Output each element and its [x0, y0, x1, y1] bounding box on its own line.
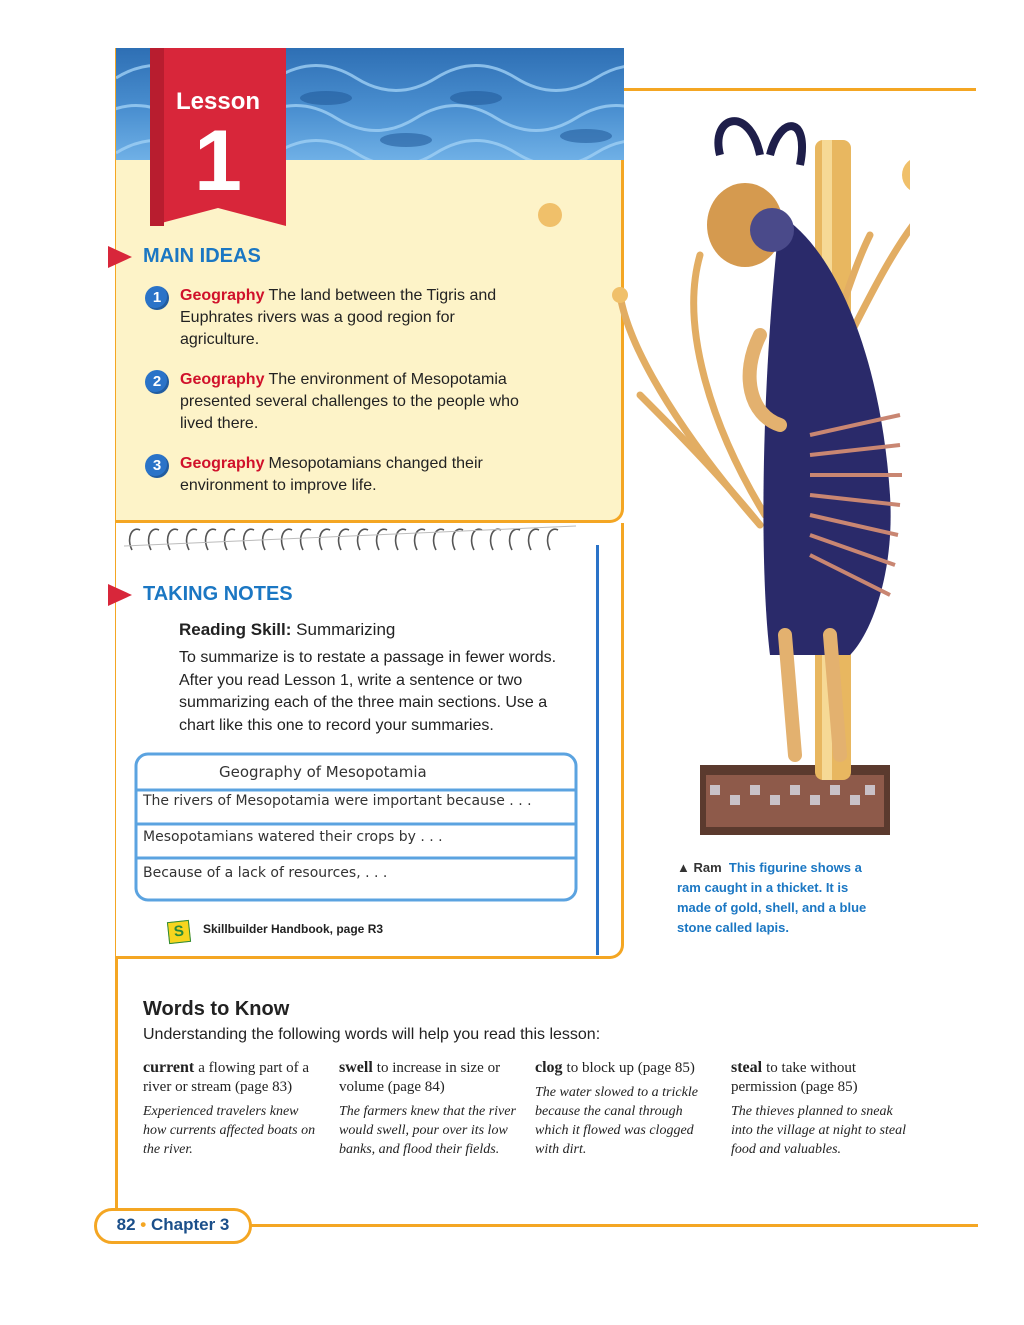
- ram-figurine-image: [510, 95, 910, 845]
- idea-number-2: 2: [145, 370, 169, 394]
- section-arrow-icon: [108, 584, 132, 606]
- word-entry-current: [143, 1058, 323, 1159]
- word-term: steal: [731, 1059, 763, 1076]
- word-entry-steal: [731, 1058, 911, 1159]
- idea-category: Geography: [180, 455, 265, 472]
- main-idea-1: [180, 285, 535, 351]
- idea-category: Geography: [180, 287, 265, 304]
- word-definition: a flowing part of a river or stream (page 83): [143, 1060, 310, 1095]
- lesson-title: Lesson: [175, 88, 261, 115]
- word-term: current: [143, 1059, 195, 1076]
- section-arrow-icon: [108, 246, 132, 268]
- idea-text: Mesopotamians changed their environment to improve life.: [180, 455, 483, 494]
- word-term: clog: [535, 1059, 563, 1076]
- footer-separator: •: [140, 1215, 147, 1234]
- chart-row-2: Mesopotamians watered their crops by . . .: [143, 829, 443, 845]
- words-to-know-intro: Understanding the following words will help you read this lesson:: [143, 1026, 601, 1043]
- skillbuilder-reference[interactable]: Skillbuilder Handbook, page R3: [203, 922, 384, 936]
- word-example: The water slowed to a trickle because the canal through which it flowed was clogged with dirt.: [535, 1085, 698, 1157]
- word-definition: to block up (page 85): [566, 1060, 695, 1076]
- caption-text: This figurine shows a ram caught in a thicket. It is made of gold, shell, and a blue stone called lapis.: [677, 860, 867, 935]
- figurine-caption: [677, 858, 877, 938]
- caption-marker-icon: ▲: [677, 860, 690, 875]
- idea-number-1: 1: [145, 286, 169, 310]
- chapter-label: Chapter 3: [150, 1215, 230, 1234]
- caption-label: Ram: [693, 860, 722, 875]
- chart-title: Geography of Mesopotamia: [219, 763, 427, 781]
- word-example: The thieves planned to sneak into the village at night to steal food and valuables.: [731, 1104, 906, 1157]
- reading-skill-name: Summarizing: [296, 620, 396, 639]
- reading-skill-label: Reading Skill:: [179, 620, 292, 639]
- word-definition: to increase in size or volume (page 84): [339, 1060, 501, 1095]
- words-to-know-title: Words to Know: [143, 998, 290, 1020]
- taking-notes-heading: TAKING NOTES: [143, 583, 293, 605]
- word-entry-swell: [339, 1058, 519, 1159]
- chart-row-3: Because of a lack of resources, . . .: [143, 865, 388, 881]
- word-term: swell: [339, 1059, 373, 1076]
- footer-rule: [250, 1224, 978, 1227]
- main-idea-3: [180, 453, 535, 497]
- idea-text: The land between the Tigris and Euphrates rivers was a good region for agriculture.: [180, 287, 497, 348]
- page-footer: [94, 1215, 252, 1235]
- word-example: Experienced travelers knew how currents affected boats on the river.: [143, 1104, 316, 1157]
- chart-row-1: The rivers of Mesopotamia were important because . . .: [143, 793, 532, 809]
- idea-category: Geography: [180, 371, 265, 388]
- word-definition: to take without permission (page 85): [731, 1060, 858, 1095]
- reading-skill: [179, 620, 395, 640]
- skill-instructions: To summarize is to restate a passage in fewer words. After you read Lesson 1, write a sentence or two summarizing each of the three main sections. Use a chart like this one to record your summaries.: [179, 649, 557, 734]
- top-right-rule: [624, 88, 976, 91]
- idea-text: The environment of Mesopotamia presented several challenges to the people who lived there.: [180, 371, 519, 432]
- lesson-number: 1: [194, 113, 242, 209]
- idea-number-3: 3: [145, 454, 169, 478]
- main-idea-2: [180, 369, 535, 435]
- word-example: The farmers knew that the river would swell, pour over its low banks, and flood their fields.: [339, 1104, 516, 1157]
- page-number: 82: [116, 1215, 136, 1234]
- word-entry-clog: [535, 1058, 715, 1159]
- main-ideas-heading: MAIN IDEAS: [143, 245, 261, 267]
- skillbuilder-icon: S: [167, 920, 191, 944]
